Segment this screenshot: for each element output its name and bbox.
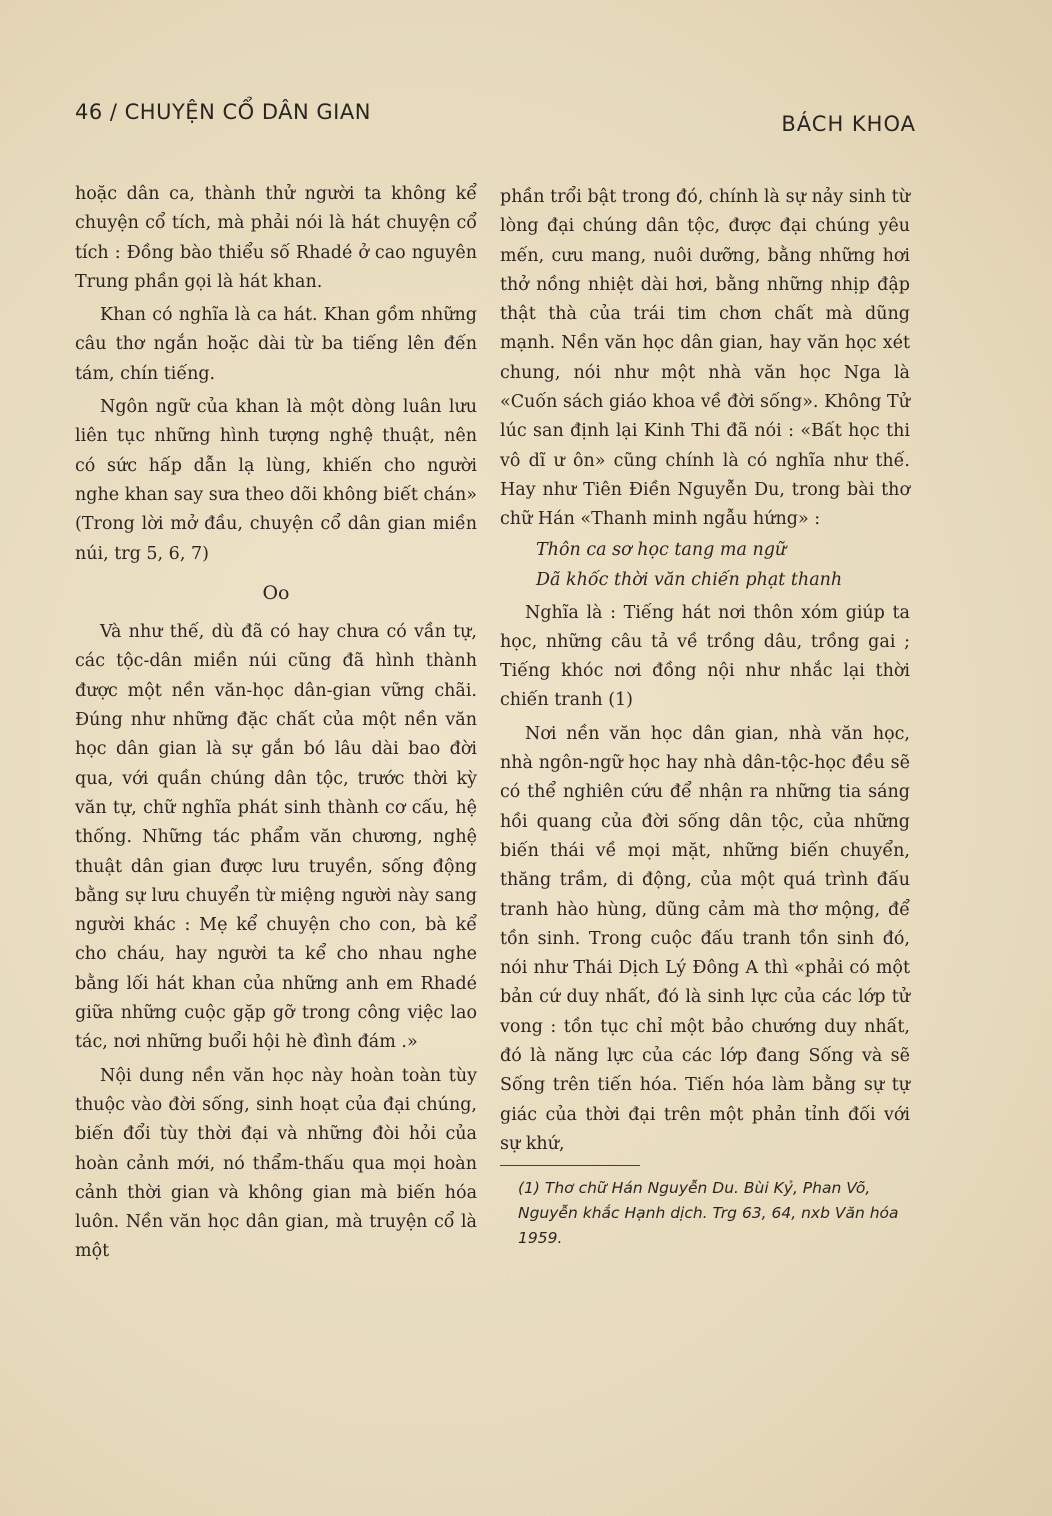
paragraph: hoặc dân ca, thành thử người ta không kể chuyện cổ tích, mà phải nói là hát chuyện cổ tích : Đồng bào thiểu số Rhadé ở cao nguyên Trung phần gọi là hát khan. [75, 184, 477, 292]
paragraph: Nơi nền văn học dân gian, nhà văn học, nhà ngôn-ngữ học hay nhà dân-tộc-học đều sẽ có thể nghiên cứu để nhận ra những tia sáng hồi quang của đời sống dân tộc, của những biến thái về mọi mặt, những biến chuyển, thăng trầm, di động, của một quá trình đấu tranh hào hùng, dũng cảm mà thơ mộng, để tồn sinh. Trong cuộc đấu tranh tồn sinh đó, nói như Thái Dịch Lý Đông A thì «phải có một bản cứ duy nhất, đó là sinh lực của các lớp tử vong : tồn tục chỉ một bảo chướng duy nhất, đó là năng lực của các lớp đang Sống và sẽ Sống trên tiến hóa. Tiến hóa làm bằng sự tự giác của thời đại trên một phản tỉnh đối với sự khứ, [500, 723, 910, 1154]
footnote-divider [500, 1165, 640, 1166]
paragraph: Ngôn ngữ của khan là một dòng luân lưu liên tục những hình tượng nghệ thuật, nên có sức hấp dẫn lạ lùng, khiến cho người nghe khan say sưa theo dõi không biết chán» (Trong lời mở đầu, chuyện cổ dân gian miền núi, trg 5, 6, 7) [75, 397, 477, 564]
paragraph: Khan có nghĩa là ca hát. Khan gồm những câu thơ ngắn hoặc dài từ ba tiếng lên đến tám, chín tiếng. [75, 305, 477, 384]
paragraph: Và như thế, dù đã có hay chưa có vần tự, các tộc-dân miền núi cũng đã hình thành được một nền văn-học dân-gian vững chãi. Đúng như những đặc chất của một nền văn học dân gian là sự gắn bó lâu dài bao đời qua, với quần chúng dân tộc, trước thời kỳ văn tự, chữ nghĩa phát sinh thành cơ cấu, hệ thống. Những tác phẩm văn chương, nghệ thuật dân gian được lưu truyền, sống động bằng sự lưu chuyển từ miệng người này sang người khác : Mẹ kể chuyện cho con, bà kể cho cháu, hay người ta kể cho nhau nghe bằng lối hát khan của những anh em Rhadé giữa những cuộc gặp gỡ trong công việc lao tác, nơi những buổi hội hè đình đám .» [75, 622, 477, 1053]
verse-line: Dã khốc thời văn chiến phạt thanh [536, 569, 843, 590]
section-separator: Oo [262, 581, 290, 604]
paragraph: Nghĩa là : Tiếng hát nơi thôn xóm giúp ta học, những câu tả về trồng dâu, trồng gai ; Tiếng khóc nơi đồng nội như nhắc lại thời chiến tranh (1) [500, 602, 910, 711]
verse-line: Thôn ca sơ học tang ma ngữ [536, 539, 787, 560]
right-text-column [500, 183, 910, 1251]
paragraph: phần trổi bật trong đó, chính là sự nảy sinh từ lòng đại chúng dân tộc, được đại chúng yêu mến, cưu mang, nuôi dưỡng, bằng những hơi thở nồng nhiệt dài hơi, bằng những nhịp đập thật thà của trái tim chơn chất mà dũng mạnh. Nền văn học dân gian, hay văn học xét chung, nói như một nhà văn học Nga là «Cuốn sách giáo khoa về đời sống». Không Tử lúc san định lại Kinh Thi đã nói : «Bất học thi vô dĩ ư ôn» cũng chính là có nghĩa như thế. Hay như Tiên Điền Nguyễn Du, trong bài thơ chữ Hán «Thanh minh ngẫu hứng» : [500, 187, 910, 530]
paragraph: Nội dung nền văn học này hoàn toàn tùy thuộc vào đời sống, sinh hoạt của đại chúng, biến đổi tùy thời đại và những đòi hỏi của hoàn cảnh mới, nó thẩm-thấu qua mọi hoàn cảnh thời gian và không gian mà biến hóa luôn. Nền văn học dân gian, mà truyện cổ là một [75, 1065, 477, 1262]
left-text-column [75, 180, 477, 1267]
footnote: (1) Thơ chữ Hán Nguyễn Du. Bùi Kỷ, Phan Võ, Nguyễn khắc Hạnh dịch. Trg 63, 64, nxb Văn hóa 1959. [518, 1179, 899, 1248]
magazine-name: BÁCH KHOA [781, 112, 916, 136]
page-number-and-title: 46 / CHUYỆN CỔ DÂN GIAN [75, 100, 371, 124]
